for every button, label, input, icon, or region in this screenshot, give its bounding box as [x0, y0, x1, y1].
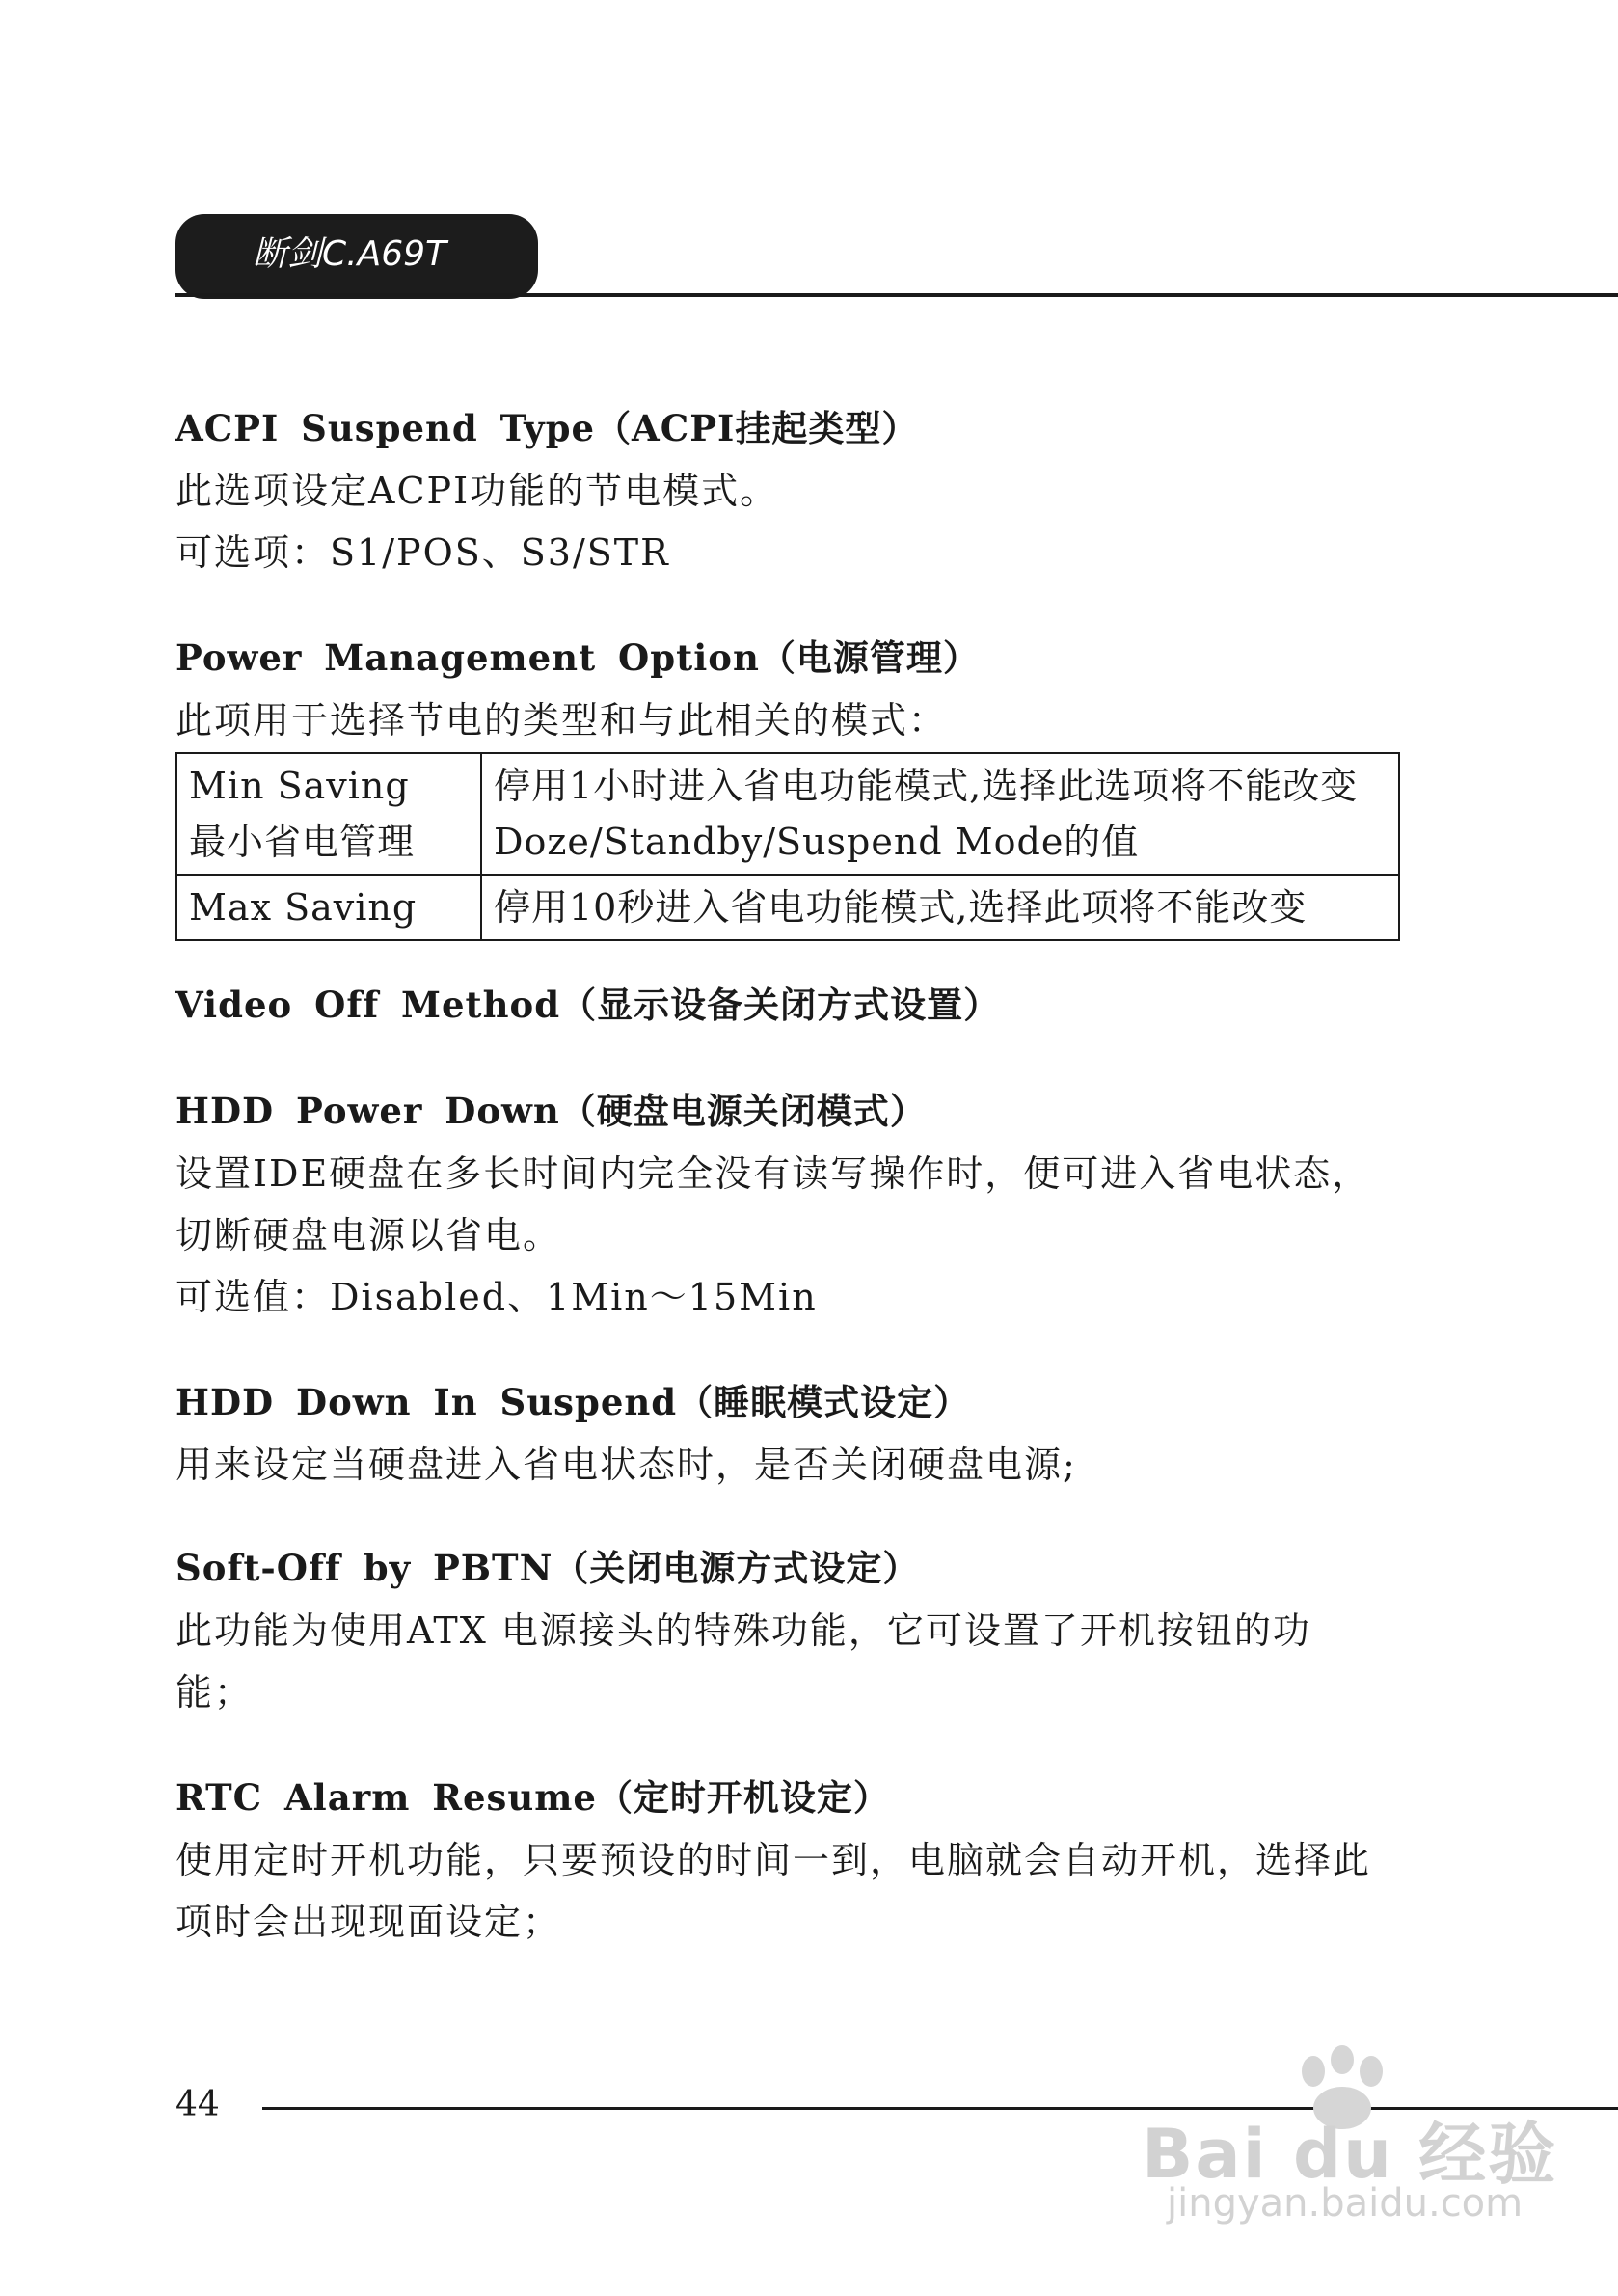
paragraph-line: 能；: [175, 1671, 254, 1714]
table-cell: [481, 753, 1399, 875]
cell-line: 停用10秒进入省电功能模式,选择此项将不能改变: [494, 886, 1308, 929]
heading-hdd-power-down: [175, 1082, 927, 1134]
table-cell: [176, 875, 481, 940]
paragraph-line: 切断硬盘电源以省电。: [175, 1214, 562, 1256]
paragraph-line: 可选值：Disabled、1Min～15Min: [175, 1276, 818, 1318]
watermark-brand: Bai du 经验: [1142, 2115, 1558, 2194]
heading-cn: （定时开机设定）: [596, 1776, 890, 1819]
heading-cn: （睡眠模式设定）: [677, 1381, 971, 1423]
baidu-jingyan-watermark: [1142, 2044, 1556, 2228]
heading-en: HDD Down In Suspend: [175, 1381, 678, 1423]
heading-en: RTC Alarm Resume: [175, 1776, 597, 1819]
heading-en: Soft-Off by PBTN: [175, 1547, 553, 1589]
heading-video-off-method: [175, 976, 1000, 1028]
heading-en: Video Off Method: [175, 984, 561, 1026]
header-divider: [175, 293, 1618, 297]
heading-en: Power Management Option: [175, 636, 760, 679]
heading-hdd-down-in-suspend: [175, 1373, 970, 1425]
heading-rtc-alarm-resume: [175, 1769, 890, 1821]
heading-cn: （ACPI挂起类型）: [595, 407, 919, 449]
table-cell: [481, 875, 1399, 940]
power-saving-table: [175, 752, 1400, 941]
cell-line: 停用1小时进入省电功能模式,选择此选项将不能改变: [494, 765, 1359, 807]
heading-soft-off-by-pbtn: [175, 1539, 919, 1591]
heading-cn: （电源管理）: [759, 636, 980, 679]
paragraph-line: 可选项：S1/POS、S3/STR: [175, 531, 670, 574]
paragraph-line: 此功能为使用ATX 电源接头的特殊功能，它可设置了开机按钮的功: [175, 1609, 1311, 1652]
table-row: [176, 753, 1399, 875]
cell-line: Min Saving: [189, 765, 410, 807]
chapter-header-title: 断剑C.A69T: [253, 234, 447, 274]
cell-line: Doze/Standby/Suspend Mode的值: [494, 821, 1140, 863]
paragraph-line: 设置IDE硬盘在多长时间内完全没有读写操作时，便可进入省电状态，: [175, 1152, 1371, 1195]
heading-power-management-option: [175, 629, 980, 681]
heading-cn: （关闭电源方式设定）: [553, 1547, 920, 1589]
cell-line: Max Saving: [189, 886, 418, 929]
table-cell: [176, 753, 481, 875]
paragraph-line: 此选项设定ACPI功能的节电模式。: [175, 470, 779, 512]
watermark-url: jingyan.baidu.com: [1167, 2181, 1524, 2226]
paragraph-line: 使用定时开机功能，只要预设的时间一到，电脑就会自动开机，选择此: [175, 1839, 1372, 1881]
cell-line: 最小省电管理: [189, 821, 416, 863]
page-number: 44: [175, 2085, 220, 2124]
heading-cn: （显示设备关闭方式设置）: [560, 984, 1001, 1026]
heading-en: ACPI Suspend Type: [175, 407, 596, 449]
paragraph-line: 项时会出现现面设定；: [175, 1901, 562, 1943]
table-row: [176, 875, 1399, 940]
paragraph-line: 用来设定当硬盘进入省电状态时，是否关闭硬盘电源;: [175, 1444, 1077, 1486]
paragraph-line: 此项用于选择节电的类型和与此相关的模式：: [175, 699, 948, 742]
heading-acpi-suspend-type: [175, 399, 918, 451]
heading-en: HDD Power Down: [175, 1090, 560, 1132]
heading-cn: （硬盘电源关闭模式）: [559, 1090, 927, 1132]
